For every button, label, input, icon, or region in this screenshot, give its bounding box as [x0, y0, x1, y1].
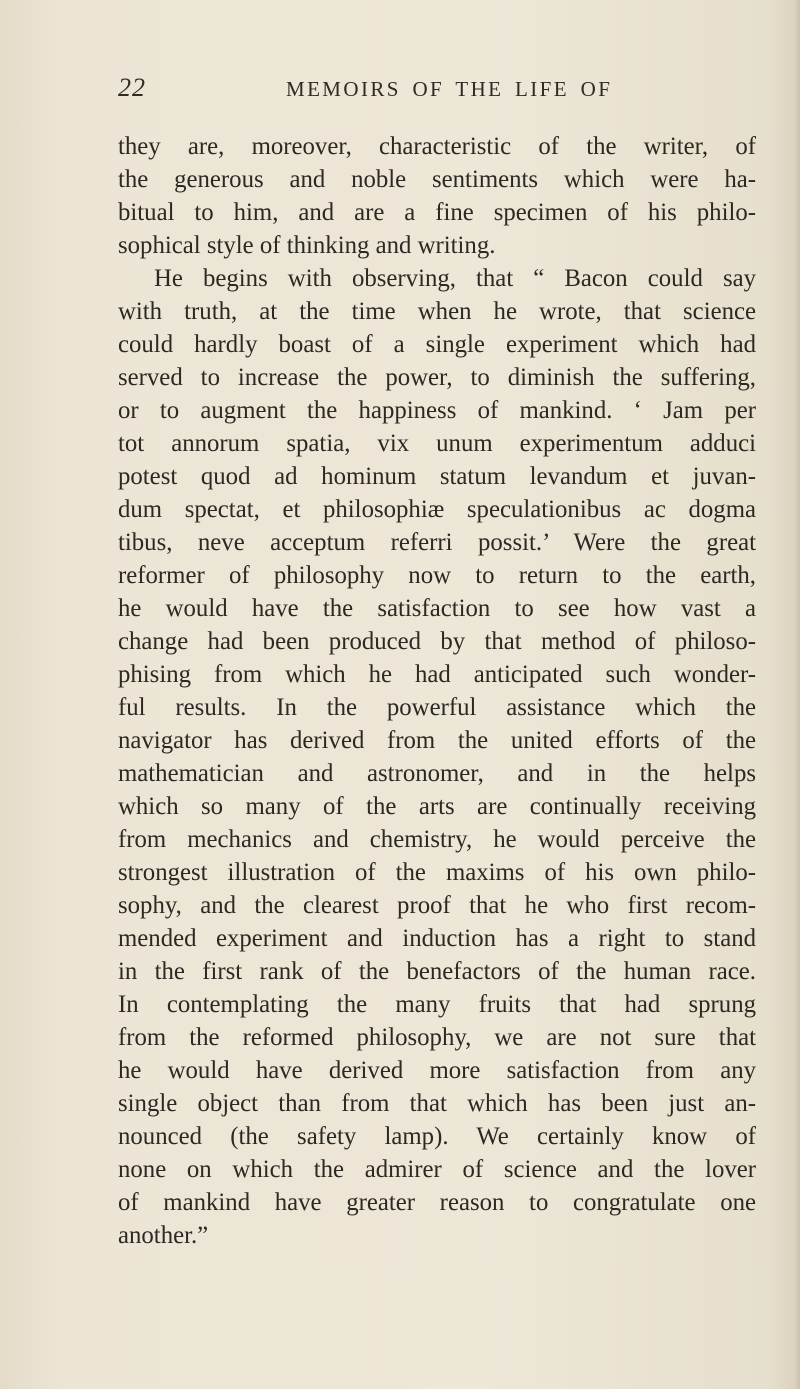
text-line: mathematician and astronomer, and in the helps [118, 760, 756, 787]
text-line: another.” [118, 1222, 209, 1249]
page-number: 22 [118, 73, 146, 102]
text-line: change had been produced by that method of philoso- [118, 628, 756, 655]
text-line: served to increase the power, to diminish the suffering, [118, 364, 756, 391]
text-line: sophy, and the clearest proof that he who first recom- [118, 892, 756, 919]
text-line: reformer of philosophy now to return to the earth, [118, 562, 756, 589]
body-text [118, 130, 756, 1252]
text-line: navigator has derived from the united efforts of the [118, 727, 756, 754]
text-line: In contemplating the many fruits that had sprung [118, 991, 756, 1018]
text-line: he would have the satisfaction to see how vast a [118, 595, 756, 622]
text-line: ful results. In the powerful assistance which the [118, 694, 756, 721]
text-line: dum spectat, et philosophiæ speculationibus ac dogma [118, 496, 756, 523]
text-line: he would have derived more satisfaction from any [118, 1057, 756, 1084]
text-line: sophical style of thinking and writing. [118, 232, 496, 259]
page-edge-shadow [794, 0, 800, 1389]
text-line: in the first rank of the benefactors of the human race. [118, 958, 756, 985]
running-head [118, 73, 738, 109]
text-line: with truth, at the time when he wrote, that science [118, 298, 756, 325]
text-line: bitual to him, and are a fine specimen of his philo- [118, 199, 756, 226]
text-line: from mechanics and chemistry, he would perceive the [118, 826, 756, 853]
text-line: potest quod ad hominum statum levandum et juvan- [118, 463, 756, 490]
text-line: mended experiment and induction has a right to stand [118, 925, 756, 952]
text-line: of mankind have greater reason to congratulate one [118, 1189, 756, 1216]
text-line: phising from which he had anticipated such wonder- [118, 661, 756, 688]
text-line: they are, moreover, characteristic of the writer, of [118, 133, 756, 160]
text-line: the generous and noble sentiments which were ha- [118, 166, 756, 193]
text-line: from the reformed philosophy, we are not sure that [118, 1024, 756, 1051]
text-line: nounced (the safety lamp). We certainly know of [118, 1123, 756, 1150]
text-line: none on which the admirer of science and the lover [118, 1156, 756, 1183]
text-line: could hardly boast of a single experiment which had [118, 331, 756, 358]
text-line: tot annorum spatia, vix unum experimentum adduci [118, 430, 756, 457]
text-line: or to augment the happiness of mankind. ‘ Jam per [118, 397, 756, 424]
text-line: tibus, neve acceptum referri possit.’ Were the great [118, 529, 756, 556]
text-line: strongest illustration of the maxims of his own philo- [118, 859, 756, 886]
running-title: MEMOIRS OF THE LIFE OF [286, 77, 613, 101]
text-line: which so many of the arts are continually receiving [118, 793, 756, 820]
text-line: He begins with observing, that “ Bacon could say [154, 265, 756, 292]
text-line: single object than from that which has been just an- [118, 1090, 756, 1117]
